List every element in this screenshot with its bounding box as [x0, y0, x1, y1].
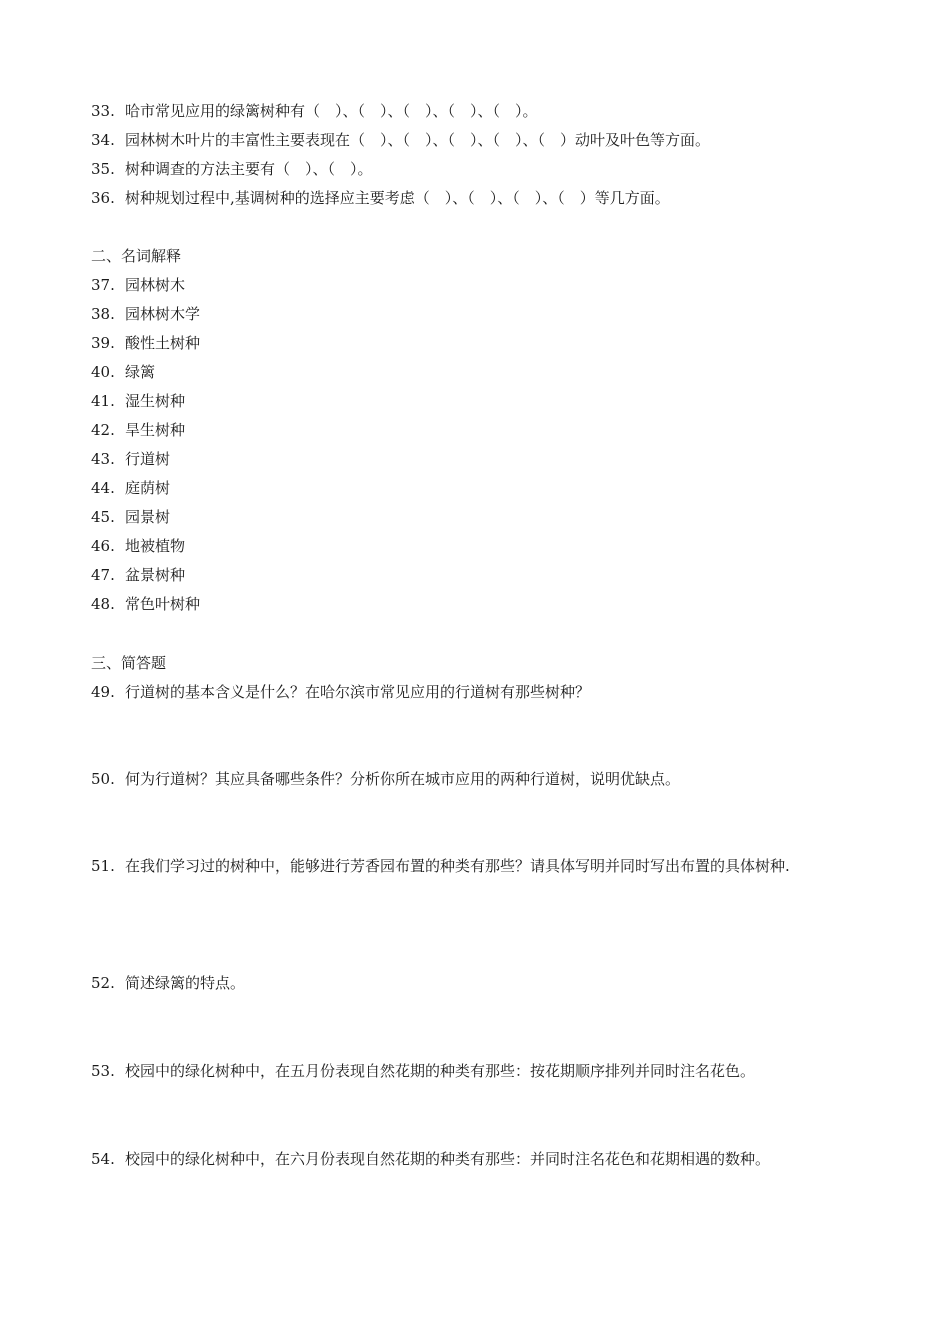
question-number: 33.: [91, 102, 115, 120]
question-number: 34.: [91, 131, 115, 149]
question-text: 在我们学习过的树种中，能够进行芳香园布置的种类有那些？请具体写明并同时写出布置的具体树种.: [125, 857, 790, 875]
question-text: 树种调查的方法主要有（ ）、（ ）。: [125, 160, 373, 178]
question-text: 何为行道树？其应具备哪些条件？分析你所在城市应用的两种行道树，说明优缺点。: [125, 770, 681, 788]
question-number: 51.: [91, 857, 115, 875]
term-text: 湿生树种: [125, 392, 186, 410]
term-item-39: [91, 333, 200, 353]
question-number: 53.: [91, 1062, 115, 1080]
section-heading-short-answer: 三、简答题: [91, 654, 167, 672]
term-number: 41.: [91, 392, 115, 410]
question-number: 36.: [91, 189, 115, 207]
term-item-41: [91, 391, 185, 411]
short-answer-53: [91, 1061, 755, 1081]
question-36: [91, 188, 670, 208]
term-number: 46.: [91, 537, 115, 555]
term-item-37: [91, 275, 185, 295]
term-text: 行道树: [125, 450, 171, 468]
term-text: 园林树木: [125, 276, 186, 294]
question-text: 简述绿篱的特点。: [125, 974, 246, 992]
question-number: 49.: [91, 683, 115, 701]
short-answer-51: [91, 856, 790, 876]
short-answer-50: [91, 769, 680, 789]
term-text: 绿篱: [125, 363, 156, 381]
term-item-46: [91, 536, 185, 556]
term-number: 37.: [91, 276, 115, 294]
question-text: 行道树的基本含义是什么？在哈尔滨市常见应用的行道树有那些树种？: [125, 683, 591, 701]
term-text: 园景树: [125, 508, 171, 526]
term-number: 48.: [91, 595, 115, 613]
term-number: 42.: [91, 421, 115, 439]
question-number: 54.: [91, 1150, 115, 1168]
term-text: 旱生树种: [125, 421, 186, 439]
term-item-45: [91, 507, 170, 527]
term-text: 庭荫树: [125, 479, 171, 497]
question-number: 50.: [91, 770, 115, 788]
term-text: 酸性土树种: [125, 334, 201, 352]
term-number: 38.: [91, 305, 115, 323]
question-text: 园林树木叶片的丰富性主要表现在（ ）、（ ）、（ ）、（ ）、（ ）动叶及叶色等方面。: [125, 131, 711, 149]
term-number: 45.: [91, 508, 115, 526]
question-35: [91, 159, 373, 179]
term-number: 43.: [91, 450, 115, 468]
short-answer-49: [91, 682, 590, 702]
short-answer-54: [91, 1149, 770, 1169]
term-number: 39.: [91, 334, 115, 352]
term-item-44: [91, 478, 170, 498]
question-number: 52.: [91, 974, 115, 992]
term-item-40: [91, 362, 155, 382]
term-item-47: [91, 565, 185, 585]
term-item-43: [91, 449, 170, 469]
section-heading-terms: 二、名词解释: [91, 247, 182, 265]
short-answer-52: [91, 973, 245, 993]
term-text: 园林树木学: [125, 305, 201, 323]
term-text: 盆景树种: [125, 566, 186, 584]
question-text: 哈市常见应用的绿篱树种有（ ）、（ ）、（ ）、（ ）、（ ）。: [125, 102, 538, 120]
question-text: 树种规划过程中,基调树种的选择应主要考虑（ ）、（ ）、（ ）、（ ）等几方面。: [125, 189, 670, 207]
question-33: [91, 101, 538, 121]
question-34: [91, 130, 710, 150]
term-text: 常色叶树种: [125, 595, 201, 613]
term-item-38: [91, 304, 200, 324]
term-number: 40.: [91, 363, 115, 381]
question-text: 校园中的绿化树种中，在五月份表现自然花期的种类有那些：按花期顺序排列并同时注名花色。: [125, 1062, 756, 1080]
term-item-42: [91, 420, 185, 440]
term-item-48: [91, 594, 200, 614]
term-number: 47.: [91, 566, 115, 584]
term-number: 44.: [91, 479, 115, 497]
term-text: 地被植物: [125, 537, 186, 555]
question-number: 35.: [91, 160, 115, 178]
question-text: 校园中的绿化树种中，在六月份表现自然花期的种类有那些：并同时注名花色和花期相遇的数种。: [125, 1150, 771, 1168]
